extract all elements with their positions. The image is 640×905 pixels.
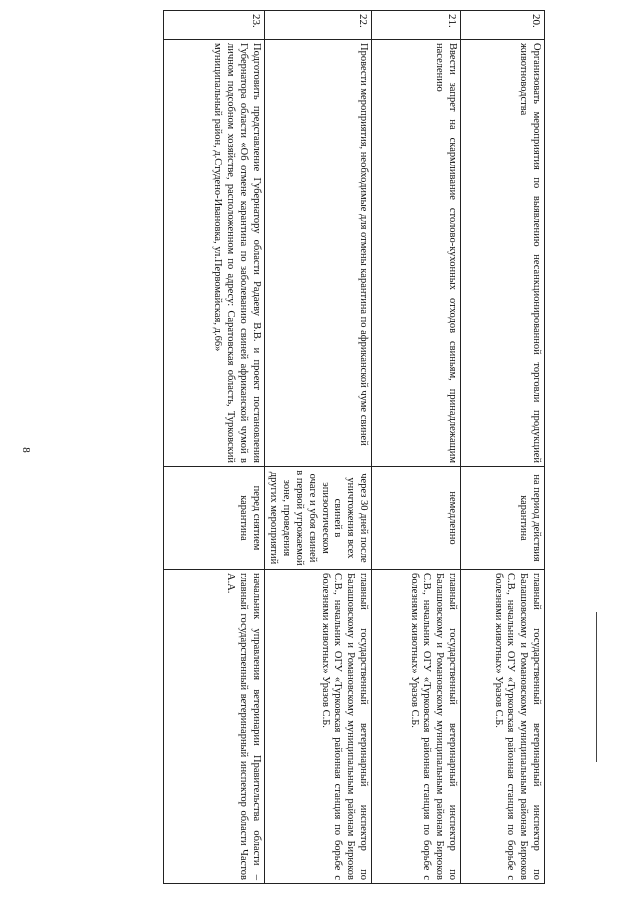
responsible-cell: главный государственный ветеринарный инспектор по Балашовскому и Романовскому муниципальным районам Бирюков С.В., начальник ОГУ «Турковская районная станция по борьбе с болезнями животных» Уразов С.Б. (264, 570, 371, 884)
action-cell: Организовать мероприятия по выявлению несанкционированной торговли продукцией животноводства (461, 40, 545, 467)
responsible-cell: начальник управления ветеринарии Правительства области – главный государственный ветеринарный инспектор области Частов А.А. (163, 570, 264, 884)
footer-rule (596, 612, 597, 762)
term-cell: перед снятием карантина (163, 467, 264, 570)
row-number: 20. (461, 11, 545, 40)
term-cell: немедленно (372, 467, 461, 570)
term-cell: на период действия карантина (461, 467, 545, 570)
page-number: 8 (19, 447, 32, 453)
action-cell: Провести мероприятия, необходимые для отмены карантина по африканской чуме свиней (264, 40, 371, 467)
table-row (461, 11, 545, 884)
table-row (372, 11, 461, 884)
responsible-cell: главный государственный ветеринарный инспектор по Балашовскому и Романовскому муниципальным районам Бирюков С.В., начальник ОГУ «Турковская районная станция по борьбе с болезнями животных» Уразов С.Б. (461, 570, 545, 884)
action-cell: Подготовить представление Губернатору области Радаеву В.В. и проект постановления Губернатора области «Об отмене карантина по заболеванию свиней африканской чумой в личном подсобном хозяйстве, расположенном по адресу: Саратовская область, Турковский муниципальный район, д.Студено-Ивановка, ул.Первомайская, д.66» (163, 40, 264, 467)
row-number: 23. (163, 11, 264, 40)
term-cell: через 30 дней после уничтожения всех свиней в эпизоотическом очаге и убоя свиней в первой угрожаемой зоне, проведения других мероприятий (264, 467, 371, 570)
row-number: 21. (372, 11, 461, 40)
measures-table (163, 10, 545, 884)
responsible-cell: главный государственный ветеринарный инспектор по Балашовскому и Романовскому муниципальным районам Бирюков С.В., начальник ОГУ «Турковская районная станция по борьбе с болезнями животных» Уразов С.Б. (372, 570, 461, 884)
table-row (264, 11, 371, 884)
table-row (163, 11, 264, 884)
action-cell: Ввести запрет на скармливание столово-кухонных отходов свиньям, принадлежащим населению (372, 40, 461, 467)
row-number: 22. (264, 11, 371, 40)
